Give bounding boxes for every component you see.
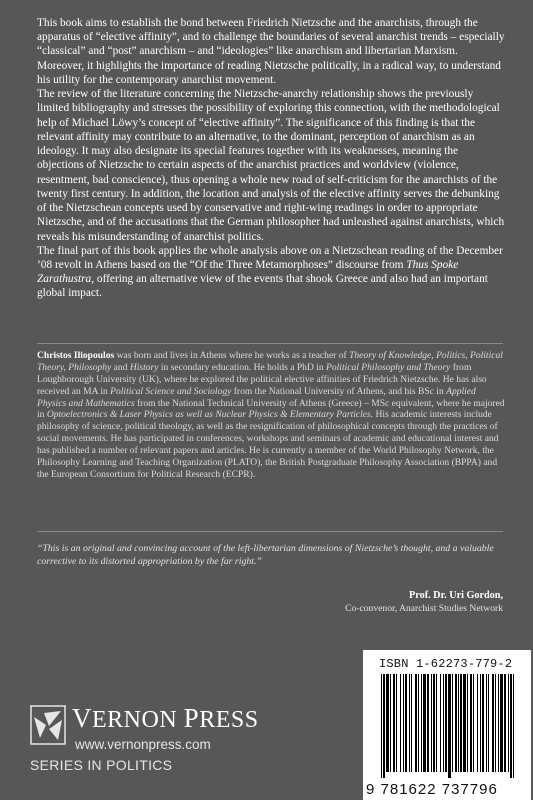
barcode-bar bbox=[480, 674, 481, 772]
barcode-bar bbox=[473, 674, 474, 772]
barcode-bar bbox=[381, 674, 382, 778]
description-text: offering an alternative view of the events that shook Greece and also had an important global impact. bbox=[37, 273, 488, 300]
publisher-url: www.vernonpress.com bbox=[75, 737, 211, 752]
barcode-bar bbox=[423, 674, 426, 772]
description-paragraph-2: The review of the literature concerning the Nietzsche-anarchy relationship shows the previously limited bibliography and stresses the possibility of exploring this connection, with the methodological help of Michael Löwy’s concept of “elective affinity”. The significance of this finding is that the relevant affinity may contribute to an alternative, to the dominant, perception of anarchism as an ideology. It may also designate its special features together with its weaknesses, meaning the objections of Nietzsche to certain aspects of the anarchist practices and worldview (violence, resentment, bad conscience), thus opening a whole new road of self-criticism for the anarchists of the twenty first century. In addition, the location and analysis of the elective affinity serves the debunking of the Nietzschean concepts used by conservative and right-wing readings in order to appropriate Nietzsche, and of the accusations that the German philosopher had unleashed against anarchists, which reveals his misunderstanding of anarchist politics. bbox=[37, 88, 505, 243]
publisher-initial: V bbox=[72, 703, 92, 733]
barcode-bar bbox=[458, 674, 459, 772]
barcode-bar bbox=[452, 674, 453, 772]
barcode-bar bbox=[433, 674, 435, 772]
barcode-bar bbox=[495, 674, 496, 772]
bio-text: from Loughborough University (UK), where he explored the political elective affinities of Friedrich Nietzsche. He has also received an MA in bbox=[37, 361, 487, 397]
author-name: Christos Iliopoulos bbox=[37, 350, 115, 361]
author-bio bbox=[37, 350, 507, 481]
barcode-bar bbox=[510, 674, 512, 778]
barcode-bar bbox=[431, 674, 432, 772]
barcode-bar bbox=[477, 674, 478, 772]
description-paragraph-1: This book aims to establish the bond between Friedrich Nietzsche and the anarchists, through the apparatus of “elective affinity”, and to challenge the boundaries of several anarchist trends – especially “classical” and “post” anarchism – and “ideologies” like anarchism and libertarian Marxism. Moreover, it highlights the importance of reading Nietzsche politically, in a radical way, to understand his utility for the contemporary anarchist movement. bbox=[37, 17, 505, 86]
publisher-name-part: RESS bbox=[199, 707, 259, 733]
barcode-bar bbox=[421, 674, 422, 772]
barcode-bar bbox=[513, 674, 514, 778]
bio-text: from the National Technical University of Athens (Greece) – MSc equivalent, where he majored in bbox=[37, 397, 505, 421]
barcode-bar bbox=[415, 674, 417, 772]
barcode-bar bbox=[411, 674, 412, 772]
endorsement-attribution bbox=[345, 589, 503, 616]
barcode-bar bbox=[393, 674, 395, 772]
bio-text: was born and lives in Athens where he works as a teacher of bbox=[114, 350, 350, 361]
barcode-bar bbox=[498, 674, 499, 772]
book-description bbox=[37, 16, 505, 301]
barcode-bar bbox=[445, 674, 447, 772]
bio-emphasis: Optoelectronics & Laser Physics as well as Nuclear Physics & Elementary Particles. bbox=[46, 409, 374, 421]
divider bbox=[37, 343, 503, 344]
barcode-bar bbox=[390, 674, 391, 772]
barcode-bar bbox=[482, 674, 484, 772]
series-name: SERIES IN POLITICS bbox=[30, 757, 173, 773]
barcode-bar bbox=[448, 674, 451, 778]
bio-text: and bbox=[111, 361, 130, 373]
bio-text: His academic interests include philosophy of science, political theology, as well as the resignification of philosophical concepts through the practices of social movements. He has participated in conferences, workshops and seminars of academic and educational interest and has published a number of relevant papers and articles. He is currently a member of the World Philosophy Network, the Philosophy Learning and Teaching Organization (PLATO), the British Postgraduate Philosophy Association (BPPA) and the European Consortium for Political Research (ECPR). bbox=[37, 409, 499, 480]
barcode-bar bbox=[440, 674, 441, 772]
endorser-role: Co-convenor, Anarchist Studies Network bbox=[345, 602, 503, 614]
barcode-bar bbox=[405, 674, 407, 772]
description-text: The final part of this book applies the whole analysis above on a Nietzschean reading of the December ’08 revolt in Athens based on the “Of the Three Metamorphoses” discourse from bbox=[37, 244, 503, 271]
barcode-bar bbox=[508, 674, 509, 772]
barcode-bar bbox=[400, 674, 401, 772]
barcode-bar bbox=[455, 674, 457, 772]
bio-emphasis: History bbox=[129, 361, 159, 373]
barcode-bar bbox=[386, 674, 389, 772]
barcode-bar bbox=[463, 674, 466, 772]
divider bbox=[37, 531, 503, 532]
barcode-bar bbox=[470, 674, 472, 772]
barcode-bar bbox=[436, 674, 437, 772]
book-title-reference: Thus Spoke Zarathustra, bbox=[37, 258, 459, 286]
isbn-barcode bbox=[363, 650, 531, 800]
bio-text: in secondary education. He holds a PhD in bbox=[158, 361, 327, 373]
barcode-bar bbox=[443, 674, 444, 772]
bio-text: from the National University of Athens, and his BSc in bbox=[231, 385, 447, 397]
description-paragraph-3 bbox=[37, 244, 505, 301]
bio-emphasis: Theory of Knowledge, Politics, Political Theory, Philosophy bbox=[37, 350, 503, 373]
barcode-bar bbox=[460, 674, 462, 772]
barcode-bar bbox=[492, 674, 494, 772]
barcode-bar bbox=[427, 674, 429, 772]
barcode-bar bbox=[383, 674, 385, 778]
bio-emphasis: Applied Physics and Mathematics bbox=[37, 385, 476, 409]
barcode-bar bbox=[488, 674, 489, 772]
barcode-bar bbox=[403, 674, 404, 772]
barcode-number: 9 781622 737796 bbox=[366, 781, 498, 798]
isbn-text: ISBN 1-62273-779-2 bbox=[379, 657, 513, 671]
publisher-initial: P bbox=[183, 703, 200, 733]
barcode-bar bbox=[500, 674, 503, 772]
barcode-bar bbox=[396, 674, 397, 772]
endorsement-quote: “This is an original and convincing account of the left-libertarian dimensions of Nietzsche’s thought, and a valuable corrective to its distorted appropriation by the far right.” bbox=[37, 543, 494, 567]
barcode-bar bbox=[409, 674, 410, 772]
publisher-name bbox=[72, 705, 259, 732]
bio-emphasis: Political Philosophy and Theory bbox=[326, 361, 451, 373]
publisher-name-part: ERNON bbox=[92, 707, 184, 733]
barcode-bar bbox=[418, 674, 419, 772]
barcode-bar bbox=[467, 674, 468, 772]
barcode-bar bbox=[486, 674, 487, 772]
bio-emphasis: Political Science and Sociology bbox=[110, 385, 232, 397]
vernon-press-logo-icon bbox=[30, 705, 66, 745]
barcode-bars bbox=[379, 674, 519, 778]
barcode-bar bbox=[504, 674, 506, 772]
endorser-name: Prof. Dr. Uri Gordon, bbox=[409, 590, 503, 601]
